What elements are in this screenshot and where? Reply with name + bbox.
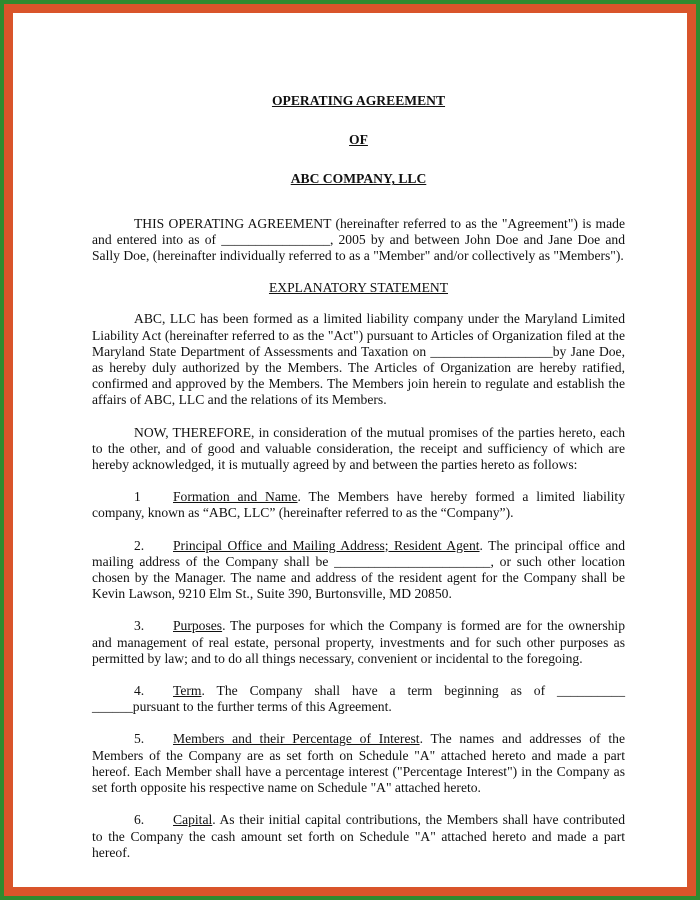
section-number: 2. — [134, 537, 145, 553]
section-6 — [92, 812, 625, 861]
section-1 — [92, 489, 625, 521]
section-5 — [92, 731, 625, 796]
section-heading: Capital — [173, 812, 213, 828]
document-body — [92, 93, 625, 877]
intro-paragraph: THIS OPERATING AGREEMENT (hereinafter referred to as the "Agreement") is made and entered into as of ________________, 2005 by and between John Doe and Jane Doe and Sally Doe, (hereinafter individually referred to as a "Member" and/or collectively as "Members"). — [92, 215, 625, 264]
section-4 — [92, 683, 625, 715]
section-heading: Purposes — [173, 618, 223, 634]
section-text: . The principal office and mailing address of the Company shall be _______________________, or such other location chosen by the Manager. The name and address of the resident agent for the Company shall be Kevin Lawson, 9210 Elm St., Suite 390, Burtonsville, MD 20850. — [92, 537, 625, 602]
explanatory-heading: EXPLANATORY STATEMENT — [268, 280, 449, 296]
section-number: 5. — [134, 731, 145, 747]
document-border-inner — [4, 4, 696, 896]
section-number: 1 — [134, 489, 141, 505]
section-text: . The Company shall have a term beginning as of __________ ______pursuant to the further terms of this Agreement. — [92, 683, 625, 715]
section-text: . The purposes for which the Company is formed are for the ownership and management of real estate, personal property, investments and for such other purposes as permitted by law; and to do all things necessary, convenient or incidental to the foregoing. — [92, 618, 625, 666]
document-title-line3: ABC COMPANY, LLC — [290, 171, 427, 187]
section-heading: Formation and Name — [173, 489, 298, 505]
section-2 — [92, 538, 625, 603]
now-therefore-paragraph: NOW, THEREFORE, in consideration of the mutual promises of the parties hereto, each to the other, and of good and valuable consideration, the receipt and sufficiency of which are hereby acknowledged, it is mutually agreed by and between the parties hereto as follows: — [92, 424, 625, 473]
document-page — [13, 13, 687, 887]
document-title-line2: OF — [349, 132, 368, 148]
section-number: 3. — [134, 618, 145, 634]
section-text: . The Members have hereby formed a limited liability company, known as “ABC, LLC” (hereinafter referred to as the “Company”). — [92, 489, 625, 521]
section-3 — [92, 618, 625, 667]
section-heading: Principal Office and Mailing Address; Resident Agent — [173, 537, 480, 553]
section-heading: Members and their Percentage of Interest — [173, 731, 420, 747]
section-text: . As their initial capital contributions, the Members shall have contributed to the Company the cash amount set forth on Schedule "A" attached hereto and made a part hereof. — [92, 812, 625, 860]
section-number: 4. — [134, 683, 145, 699]
document-title-line1: OPERATING AGREEMENT — [271, 93, 446, 108]
explanatory-paragraph: ABC, LLC has been formed as a limited liability company under the Maryland Limited Liability Act (hereinafter referred to as the "Act") pursuant to Articles of Organization filed at the Maryland State Department of Assessments and Taxation on __________________by Jane Doe, as hereby duly authorized by the Members. The Articles of Organization are hereby ratified, confirmed and approved by the Members. The Members join herein to regulate and establish the affairs of ABC, LLC and the relations of its Members. — [92, 311, 625, 408]
section-text: . The names and addresses of the Members of the Company are as set forth on Schedule "A" attached hereto and made a part hereof. Each Member shall have a percentage interest ("Percentage Interest") in the Company as set forth opposite his respective name on Schedule "A" attached hereto. — [92, 731, 625, 796]
section-number: 6. — [134, 812, 145, 828]
section-heading: Term — [173, 683, 202, 699]
